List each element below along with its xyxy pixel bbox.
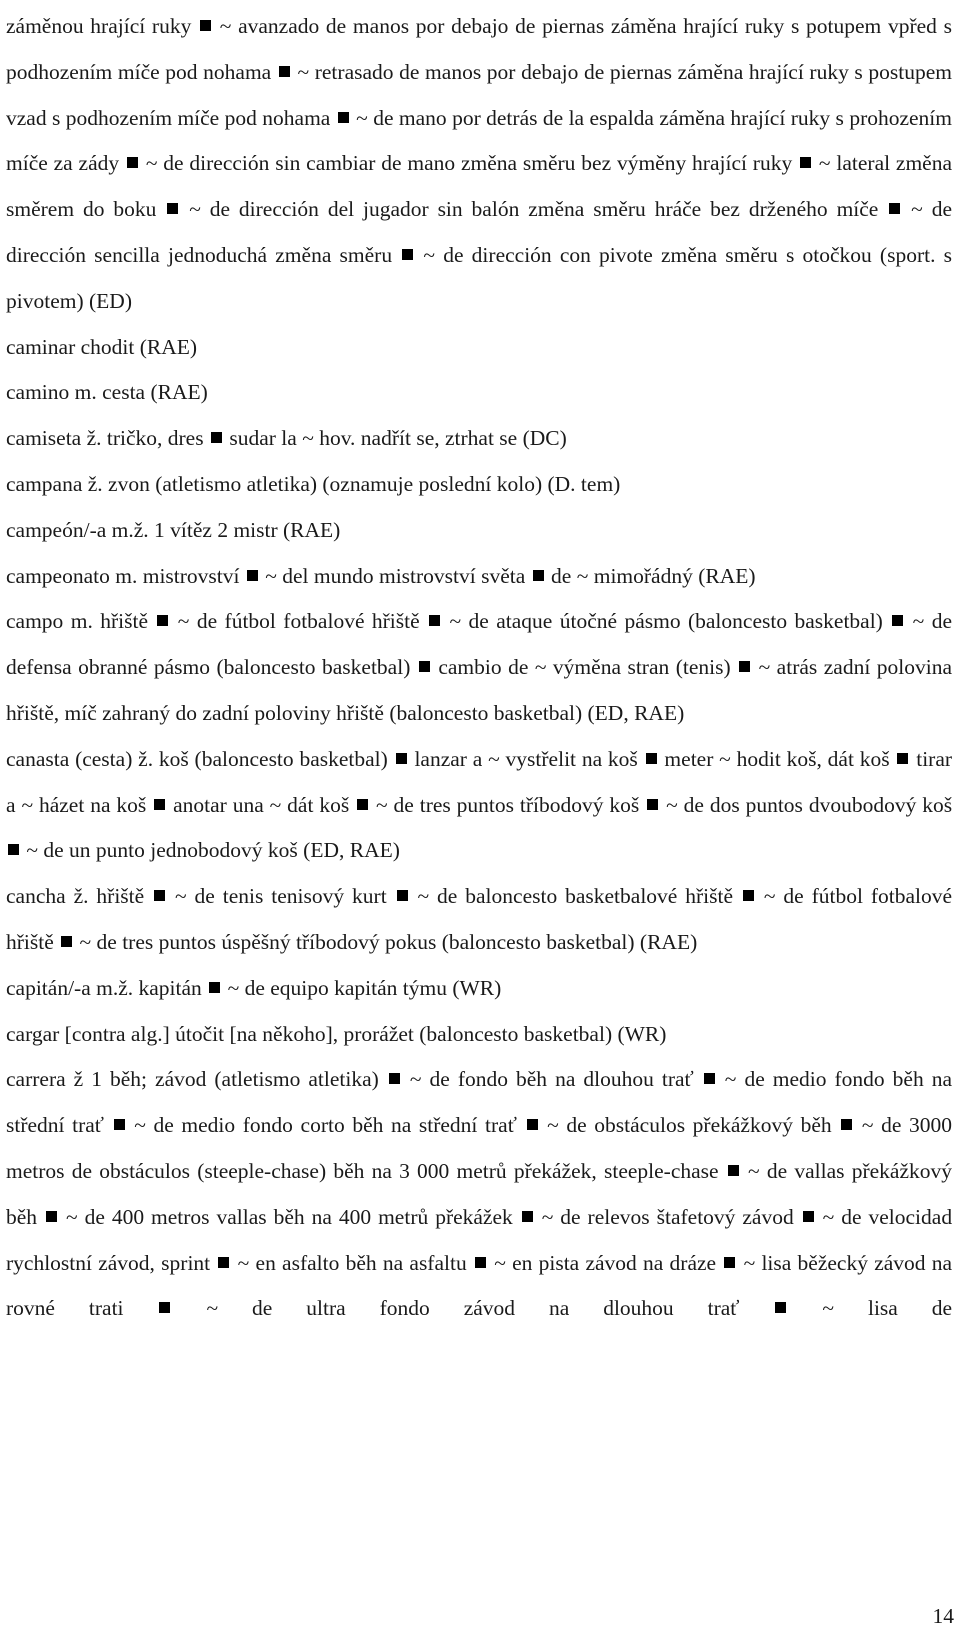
separator-square-icon [127,157,138,168]
entry-text: ~ de 3000 metros de obstáculos (steeple-chase) běh na 3 000 metrů překážek, steeple-chase [6,1113,953,1183]
entry-text: ~ de defensa obranné pásmo (baloncesto basketbal) [6,609,952,680]
entry-text: camino m. cesta (RAE) [6,380,208,405]
entry-text: ~ lateral změna směrem do boku [6,151,953,222]
separator-square-icon [114,1119,125,1130]
separator-square-icon [522,1211,533,1222]
separator-square-icon [739,661,750,672]
entry-text: anotar una ~ dát koš [173,792,350,817]
separator-square-icon [892,615,903,626]
entry-text: ~ de dirección sin cambiar de mano změna směru bez výměny hrající ruky [145,151,793,176]
dictionary-entry [6,416,952,462]
entry-text: cargar [contra alg.] útočit [na někoho], prorážet (baloncesto basketbal) (WR) [6,1021,667,1046]
entry-text: ~ de medio fondo corto běh na střední trať [134,1113,517,1138]
dictionary-entry [6,508,952,554]
dictionary-entry [6,370,952,416]
entry-text: ~ de tres puntos úspěšný tříbodový pokus (baloncesto basketbal) (RAE) [79,929,698,954]
dictionary-entry [6,325,952,371]
entry-text: ~ de vallas překážkový běh [6,1158,953,1229]
separator-square-icon [396,753,407,764]
separator-square-icon [647,799,658,810]
entry-text: ~ de fútbol fotbalové hřiště [6,884,953,954]
separator-square-icon [897,753,908,764]
entry-text: záměnou hrající ruky [6,14,192,38]
entry-text: ~ de velocidad rychlostní závod, sprint [6,1204,953,1275]
separator-square-icon [800,157,811,168]
entry-text: ~ de mano por detrás de la espalda záměna hrající ruky s prohozením míče za zády [6,105,953,176]
separator-square-icon [419,661,430,672]
dictionary-entry [6,4,952,325]
entry-text: ~ de fútbol fotbalové hřiště [177,609,420,634]
entry-text: campeón/-a m.ž. 1 vítěz 2 mistr (RAE) [6,517,341,542]
separator-square-icon [154,799,165,810]
entry-text: campeonato m. mistrovství [6,563,240,588]
dictionary-entry [6,599,952,736]
dictionary-entry [6,1012,952,1058]
entry-text: meter ~ hodit koš, dát koš [664,746,890,771]
entry-text: ~ en asfalto běh na asfaltu [237,1250,467,1275]
separator-square-icon [46,1211,57,1222]
separator-square-icon [728,1165,739,1176]
document-page [6,0,952,1332]
entry-text: campo m. hřiště [6,609,148,634]
entry-text: lanzar a ~ vystřelit na koš [414,746,638,771]
separator-square-icon [429,615,440,626]
page-number: 14 [932,1604,954,1628]
entry-text: ~ de equipo kapitán týmu (WR) [227,975,502,1000]
separator-square-icon [724,1257,735,1268]
separator-square-icon [218,1257,229,1268]
entry-text: caminar chodit (RAE) [6,334,198,359]
separator-square-icon [357,799,368,810]
entry-text: ~ de fondo běh na dlouhou trať [409,1067,694,1092]
dictionary-entry [6,874,952,966]
separator-square-icon [8,844,19,855]
separator-square-icon [211,432,222,443]
entry-text: carrera ž 1 běh; závod (atletismo atletika) [6,1067,379,1092]
entry-text: ~ en pista závod na dráze [494,1250,717,1275]
entry-text: capitán/-a m.ž. kapitán [6,975,202,1000]
dictionary-entries [6,0,952,1332]
separator-square-icon [743,890,754,901]
entry-text: campana ž. zvon (atletismo atletika) (oznamuje poslední kolo) (D. tem) [6,471,621,496]
separator-square-icon [61,936,72,947]
entry-text: ~ lisa de [822,1296,953,1321]
separator-square-icon [533,570,544,581]
entry-text: ~ de obstáculos překážkový běh [547,1113,832,1138]
entry-text: ~ de ataque útočné pásmo (baloncesto basketbal) [449,609,883,634]
separator-square-icon [154,890,165,901]
entry-text: ~ lisa běžecký závod na rovné trati [6,1250,953,1321]
dictionary-entry [6,966,952,1012]
separator-square-icon [279,66,290,77]
entry-text: ~ del mundo mistrovství světa [265,563,526,588]
separator-square-icon [803,1211,814,1222]
dictionary-entry [6,462,952,508]
separator-square-icon [167,203,178,214]
entry-text: ~ de tres puntos tříbodový koš [376,792,640,817]
separator-square-icon [389,1073,400,1084]
entry-text: camiseta ž. tričko, dres [6,426,204,451]
separator-square-icon [247,570,258,581]
entry-text: ~ de tenis tenisový kurt [175,884,387,909]
entry-text: ~ de dirección con pivote změna směru s otočkou (sport. s pivotem) (ED) [6,242,952,313]
separator-square-icon [157,615,168,626]
entry-text: de ~ mimořádný (RAE) [551,563,756,588]
separator-square-icon [704,1073,715,1084]
separator-square-icon [475,1257,486,1268]
separator-square-icon [889,203,900,214]
entry-text: cambio de ~ výměna stran (tenis) [438,655,731,680]
separator-square-icon [159,1302,170,1313]
entry-text: ~ avanzado de manos por debajo de piernas záměna hrající ruky s potupem vpřed s podhozením míče pod nohama [6,14,952,84]
entry-text: ~ de relevos štafetový závod [541,1204,794,1229]
entry-text: ~ de dos puntos dvoubodový koš [666,792,953,817]
dictionary-entry [6,737,952,874]
entry-text: cancha ž. hřiště [6,884,145,909]
entry-text: ~ de un punto jednobodový koš (ED, RAE) [26,838,400,863]
entry-text: sudar la ~ hov. nadřít se, ztrhat se (DC) [229,426,567,451]
entry-text: ~ atrás zadní polovina hřiště, míč zahraný do zadní poloviny hřiště (baloncesto basketbal) (ED, RAE) [6,655,952,725]
entry-text: canasta (cesta) ž. koš (baloncesto basketbal) [6,746,388,771]
separator-square-icon [527,1119,538,1130]
separator-square-icon [775,1302,786,1313]
entry-text: ~ de medio fondo běh na střední trať [6,1067,953,1138]
separator-square-icon [841,1119,852,1130]
dictionary-entry [6,1057,952,1332]
entry-text: ~ de 400 metros vallas běh na 400 metrů překážek [65,1204,513,1229]
entry-text: tirar a ~ házet na koš [6,746,953,817]
separator-square-icon [200,20,211,31]
entry-text: ~ de baloncesto basketbalové hřiště [417,884,734,909]
entry-text: ~ de dirección del jugador sin balón změna směru hráče bez drženého míče [189,197,879,222]
dictionary-entry [6,554,952,600]
entry-text: ~ de ultra fondo závod na dlouhou trať [206,1296,740,1321]
separator-square-icon [338,112,349,123]
entry-text: ~ de dirección sencilla jednoduchá změna směru [6,197,953,267]
separator-square-icon [402,249,413,260]
separator-square-icon [209,982,220,993]
separator-square-icon [397,890,408,901]
separator-square-icon [646,753,657,764]
entry-text: ~ retrasado de manos por debajo de piernas záměna hrající ruky s postupem vzad s podhozením míče pod nohama [6,59,953,130]
